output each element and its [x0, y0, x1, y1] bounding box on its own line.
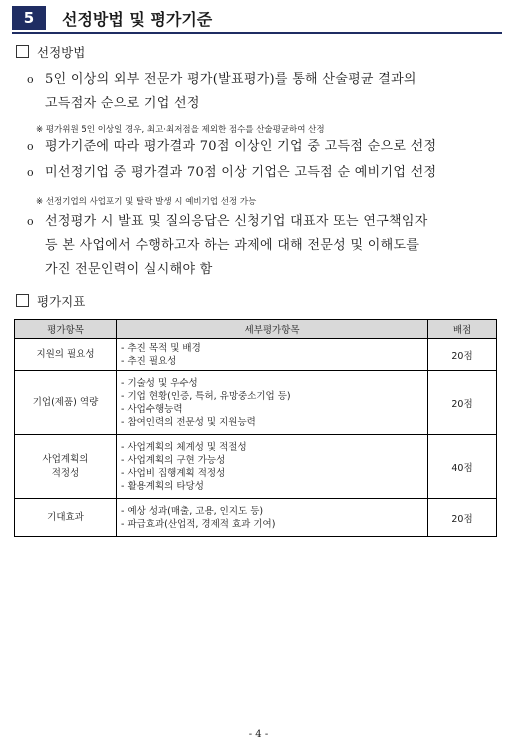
section-title: 선정방법 및 평가기준 — [62, 10, 213, 29]
detail-line: - 참여인력의 전문성 및 지원능력 — [121, 416, 256, 428]
column-header: 배점 — [428, 320, 497, 339]
page-number: - 4 - — [248, 729, 269, 740]
score-cell: 20점 — [428, 371, 497, 435]
table-row — [15, 339, 497, 371]
detail-cell — [117, 435, 428, 499]
table-row — [15, 371, 497, 435]
indicators-heading-label: 평가지표 — [37, 294, 86, 309]
score-cell: 20점 — [428, 339, 497, 371]
note-reserve: ※ 선정기업의 사업포기 및 탈락 발생 시 예비기업 선정 가능 — [36, 197, 257, 207]
method-item-3 — [27, 161, 503, 185]
section-header — [12, 6, 502, 32]
circle-bullet-icon: o — [27, 166, 34, 179]
column-header: 평가항목 — [15, 320, 117, 339]
circle-bullet-icon: o — [27, 140, 34, 153]
category-cell: 지원의 필요성 — [15, 339, 117, 371]
indicators-heading — [16, 292, 85, 310]
method-heading-label: 선정방법 — [37, 45, 86, 60]
score-cell: 40점 — [428, 435, 497, 499]
method-item-1 — [27, 68, 503, 116]
note-average: ※ 평가위원 5인 이상일 경우, 최고·최저점을 제외한 점수를 산술평균하여 산정 — [36, 125, 325, 135]
circle-bullet-icon: o — [27, 215, 34, 228]
method-item-4 — [27, 210, 503, 282]
category-cell: 기업(제품) 역량 — [15, 371, 117, 435]
evaluation-table — [14, 319, 497, 537]
detail-cell — [117, 339, 428, 371]
detail-line: - 기술성 및 우수성 — [121, 377, 198, 389]
method-item-1-line1: 5인 이상의 외부 전문가 평가(발표평가)를 통해 산술평균 결과의 — [45, 72, 417, 87]
detail-line: - 사업비 집행계획 적정성 — [121, 467, 226, 479]
detail-cell — [117, 499, 428, 537]
section-number: 5 — [12, 6, 46, 30]
detail-line: - 파급효과(산업적, 경제적 효과 기여) — [121, 518, 276, 530]
circle-bullet-icon: o — [27, 73, 34, 86]
column-header: 세부평가항목 — [117, 320, 428, 339]
category-cell — [15, 435, 117, 499]
table-row — [15, 499, 497, 537]
detail-line: - 기업 현황(인증, 특허, 유망중소기업 등) — [121, 390, 291, 402]
method-item-4-line3: 가진 전문인력이 실시해야 함 — [45, 262, 213, 277]
category-line: 사업계획의 — [42, 453, 89, 465]
method-item-4-line2: 등 본 사업에서 수행하고자 하는 과제에 대해 전문성 및 이해도를 — [45, 238, 420, 253]
method-item-4-line1: 선정평가 시 발표 및 질의응답은 신청기업 대표자 또는 연구책임자 — [45, 214, 428, 229]
detail-line: - 추진 필요성 — [121, 355, 177, 367]
detail-line: - 예상 성과(매출, 고용, 인지도 등) — [121, 505, 264, 517]
table-row — [15, 435, 497, 499]
detail-cell — [117, 371, 428, 435]
detail-line: - 사업계획의 체계성 및 적절성 — [121, 441, 247, 453]
detail-line: - 사업계획의 구현 가능성 — [121, 454, 226, 466]
score-cell: 20점 — [428, 499, 497, 537]
method-item-3-text: 미선정기업 중 평가결과 70점 이상 기업은 고득점 순 예비기업 선정 — [45, 165, 437, 180]
method-item-2 — [27, 135, 503, 159]
table-header-row — [15, 320, 497, 339]
detail-line: - 사업수행능력 — [121, 403, 183, 415]
checkbox-square-icon — [16, 45, 29, 58]
checkbox-square-icon — [16, 294, 29, 307]
method-item-2-text: 평가기준에 따라 평가결과 70점 이상인 기업 중 고득점 순으로 선정 — [45, 139, 437, 154]
category-cell: 기대효과 — [15, 499, 117, 537]
detail-line: - 활용계획의 타당성 — [121, 480, 204, 492]
method-heading — [16, 43, 85, 61]
category-line: 적정성 — [51, 467, 80, 479]
detail-line: - 추진 목적 및 배경 — [121, 342, 201, 354]
header-divider — [12, 32, 502, 34]
method-item-1-line2: 고득점자 순으로 기업 선정 — [45, 96, 200, 111]
